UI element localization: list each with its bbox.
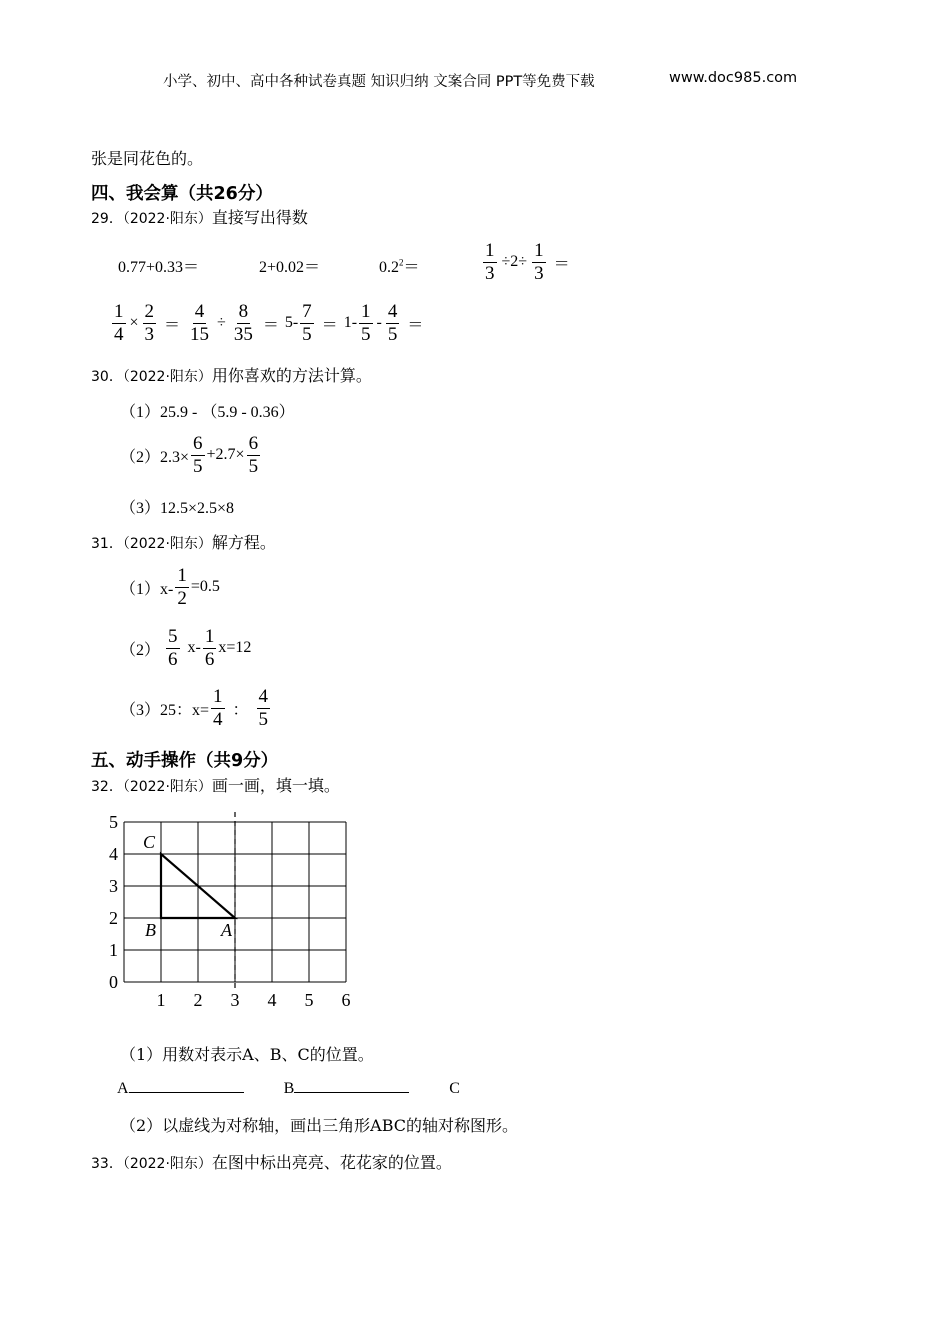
fraction: $\frac{1}{4}$ xyxy=(213,686,223,730)
question-33-header xyxy=(91,1150,452,1173)
fraction: $\frac{4}{15}$ xyxy=(190,301,210,345)
fraction: $\frac{6}{5}$ xyxy=(193,433,203,477)
question-text: 画一画，填一填。 xyxy=(211,776,340,795)
answer-row xyxy=(117,1078,460,1098)
section-5-title: 五、动手操作（共9分） xyxy=(91,751,279,771)
question-number: 29． xyxy=(91,211,123,227)
question-30-header xyxy=(91,363,372,386)
q31-part-2: （2） $\frac{5}{6}$ x- $\frac{1}{6}$ x=12 xyxy=(120,626,252,670)
question-source: （2022·阳东） xyxy=(122,779,212,795)
question-source: （2022·阳东） xyxy=(122,1156,212,1172)
y-tick-label: 0 xyxy=(109,972,118,992)
section-4-title: 四、我会算（共26分） xyxy=(91,184,273,204)
x-tick-label: 3 xyxy=(230,990,240,1010)
point-label-c: C xyxy=(143,832,156,852)
fraction: $\frac{1}{2}$ xyxy=(177,565,187,609)
answer-blank-a[interactable] xyxy=(129,1078,244,1093)
calc-row-2: $\frac{1}{4}$ × $\frac{2}{3}$ ＝ $\frac{4}{15}$ ÷ $\frac{8}{35}$ ＝ 5- $\frac{7}{5}$ ＝ 1- $\frac{1}{5}$ - $\frac{4}{5}$ ＝ xyxy=(114,301,424,345)
y-tick-label: 4 xyxy=(109,844,118,864)
fraction: $\frac{6}{5}$ xyxy=(248,433,259,477)
x-tick-label: 1 xyxy=(156,990,166,1010)
q32-part-2: （2）以虚线为对称轴，画出三角形ABC的轴对称图形。 xyxy=(120,1116,519,1135)
q30-part-2: （2）2.3× $\frac{6}{5}$ +2.7× $\frac{6}{5}$ xyxy=(120,433,259,477)
y-tick-label: 1 xyxy=(109,940,118,960)
answer-label-b: B xyxy=(283,1080,295,1097)
question-number: 33． xyxy=(91,1156,123,1172)
question-31-header xyxy=(91,530,276,553)
question-text: 用你喜欢的方法计算。 xyxy=(211,366,372,385)
q30-part-3: （3）12.5×2.5×8 xyxy=(120,500,235,517)
question-source: （2022·阳东） xyxy=(122,211,212,227)
fraction: $\frac{1}{3}$ xyxy=(485,240,495,284)
fraction: $\frac{1}{3}$ xyxy=(534,240,544,284)
fraction: $\frac{1}{6}$ xyxy=(204,626,215,670)
point-label-a: A xyxy=(221,920,232,940)
fraction: $\frac{1}{5}$ xyxy=(361,301,371,345)
point-label-b: B xyxy=(145,920,156,940)
calc-item: 2+0.02＝ xyxy=(259,259,321,276)
fraction: $\frac{1}{4}$ xyxy=(114,301,124,345)
answer-label-a: A xyxy=(117,1080,129,1097)
calc-item: 0.77+0.33＝ xyxy=(118,259,200,276)
y-tick-label: 5 xyxy=(109,812,118,832)
question-source: （2022·阳东） xyxy=(122,536,212,552)
q32-part-1: （1）用数对表示A、B、C的位置。 xyxy=(120,1045,374,1064)
fraction: $\frac{4}{5}$ xyxy=(387,301,398,345)
header-site-link[interactable]: www.doc985.com xyxy=(669,70,798,86)
calc-item-power xyxy=(379,254,420,277)
fraction: $\frac{5}{6}$ xyxy=(168,626,178,670)
y-tick-label: 2 xyxy=(109,908,118,928)
fraction: $\frac{4}{5}$ xyxy=(258,686,269,730)
q31-part-1: （1）x- $\frac{1}{2}$ =0.5 xyxy=(120,565,220,609)
header-banner: 小学、初中、高中各种试卷真题 知识归纳 文案合同 PPT等免费下载 xyxy=(163,74,595,90)
question-text: 解方程。 xyxy=(211,533,276,552)
x-tick-label: 2 xyxy=(193,990,203,1010)
answer-blank-b[interactable] xyxy=(294,1078,409,1093)
answer-label-c: C xyxy=(449,1080,460,1097)
equals: ＝ xyxy=(403,259,420,276)
power-base: 0.2 xyxy=(379,259,399,276)
question-number: 31． xyxy=(91,536,123,552)
fraction: $\frac{2}{3}$ xyxy=(144,301,155,345)
question-text: 在图中标出亮亮、花花家的位置。 xyxy=(211,1153,452,1172)
question-number: 30． xyxy=(91,369,123,385)
q31-part-3: （3）25：x= $\frac{1}{4}$ ： $\frac{4}{5}$ xyxy=(120,686,269,730)
calc-item-fraction: $\frac{1}{3}$ ÷2÷ $\frac{1}{3}$ ＝ xyxy=(485,240,570,284)
question-number: 32． xyxy=(91,779,123,795)
x-tick-label: 4 xyxy=(267,990,277,1010)
x-tick-label: 5 xyxy=(304,990,314,1010)
power-exponent: 2 xyxy=(399,257,404,268)
question-29-header xyxy=(91,205,308,228)
coordinate-grid xyxy=(100,810,370,1015)
fraction: $\frac{8}{35}$ xyxy=(233,301,253,345)
x-tick-label: 6 xyxy=(341,990,351,1010)
y-tick-label: 3 xyxy=(109,876,118,896)
fraction: $\frac{7}{5}$ xyxy=(302,301,312,345)
question-source: （2022·阳东） xyxy=(122,369,212,385)
carryover-text: 张是同花色的。 xyxy=(91,149,204,168)
q30-part-1: （1）25.9 - （5.9 - 0.36） xyxy=(120,404,295,421)
question-text: 直接写出得数 xyxy=(211,208,308,227)
question-32-header xyxy=(91,773,340,796)
